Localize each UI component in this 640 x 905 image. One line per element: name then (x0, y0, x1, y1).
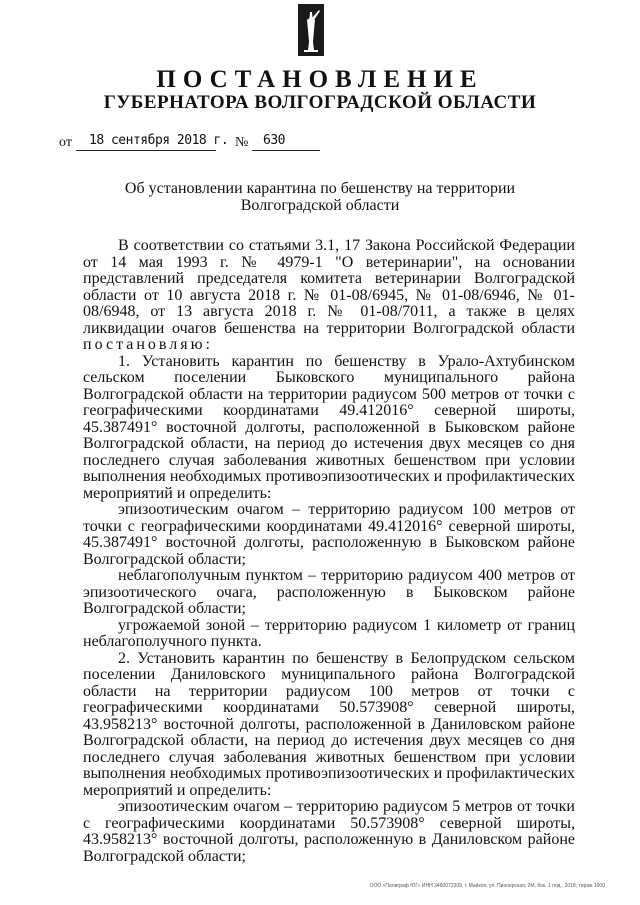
document-number: 630 (263, 133, 285, 148)
clause-1-epizootic-focus: эпизоотическим очагом – территорию радиусом 100 метров от точки с географическими координатами 49.412016° северной широты, 45.387491° восточной долготы, расположенную в Быковском районе Волгоградской области; (83, 501, 575, 568)
preamble-paragraph (83, 238, 575, 354)
subject-line-1: Об установлении карантина по бешенству на территории (124, 180, 516, 197)
clause-1-unfavorable-point: неблагополучным пунктом – территорию радиусом 400 метров от эпизоотического очага, расположенную в Быковском районе Волгоградской области; (83, 567, 575, 617)
decree-word: постановляю: (83, 336, 213, 353)
clause-1-threatened-zone: угрожаемой зоной – территорию радиусом 1 километр от границ неблагополучного пункта. (83, 616, 575, 650)
document-type-heading: ПОСТАНОВЛЕНИЕ (156, 66, 484, 93)
number-underline (252, 150, 320, 151)
clause-2-epizootic-focus: эпизоотическим очагом – территорию радиусом 5 метров от точки с географическими координатами 50.573908° северной широты, 43.958213° восточной долготы, расположенную в Даниловском районе Волгоградской области; (83, 798, 575, 865)
document-body (83, 238, 575, 865)
document-date: 18 сентября 2018 г. (89, 133, 229, 148)
print-imprint: ООО «Полиграф ЮГ» ИНН 3460072309, г. Майкоп, ул. Пионерская, 2М, бок. 1 под., 2018, тираж 1000 (369, 883, 605, 889)
date-underline (76, 150, 216, 151)
preamble-text: В соответствии со статьями 3.1, 17 Закона Российской Федерации от 14 мая 1993 г. № 4979-1 "О ветеринарии", на основании представлений председателя комитета ветеринарии Волгоградской области от 10 августа 2018 г. № 01-08/6945, № 01-08/6946, № 01-08/6948, от 13 августа 2018 г. № 01-08/7011, а также в целях ликвидации очагов бешенства на территории Волгоградской области (83, 237, 575, 337)
date-number-line (59, 133, 359, 153)
clause-2-paragraph: 2. Установить карантин по бешенству в Белопрудском сельском поселении Даниловского муниципального района Волгоградской области на территории радиусом 100 метров от точки с географическими координатами 50.573908° северной широты, 43.958213° восточной долготы, расположенной в Даниловском районе Волгоградской области, на период до истечения двух месяцев со дня последнего случая заболевания животных бешенством при условии выполнения необходимых противоэпизоотических и профилактических мероприятий и определить: (83, 649, 575, 799)
date-from-label: от (59, 135, 72, 150)
issuing-authority-heading: ГУБЕРНАТОРА ВОЛГОГРАДСКОЙ ОБЛАСТИ (103, 92, 537, 113)
subject-line-2: Волгоградской области (240, 197, 400, 214)
clause-1-paragraph: 1. Установить карантин по бешенству в Урало-Ахтубинском сельском поселении Быковского муниципального района Волгоградской области на территории радиусом 500 метров от точки с географическими координатами 49.412016° северной широты, 45.387491° восточной долготы, расположенной в Быковском районе Волгоградской области, на период до истечения двух месяцев со дня последнего случая заболевания животных бешенством при условии выполнения необходимых противоэпизоотических и профилактических мероприятий и определить: (83, 352, 575, 502)
document-number-label: № (235, 135, 249, 150)
document-subject (100, 180, 540, 214)
volgograd-coat-of-arms-emblem (298, 4, 324, 56)
